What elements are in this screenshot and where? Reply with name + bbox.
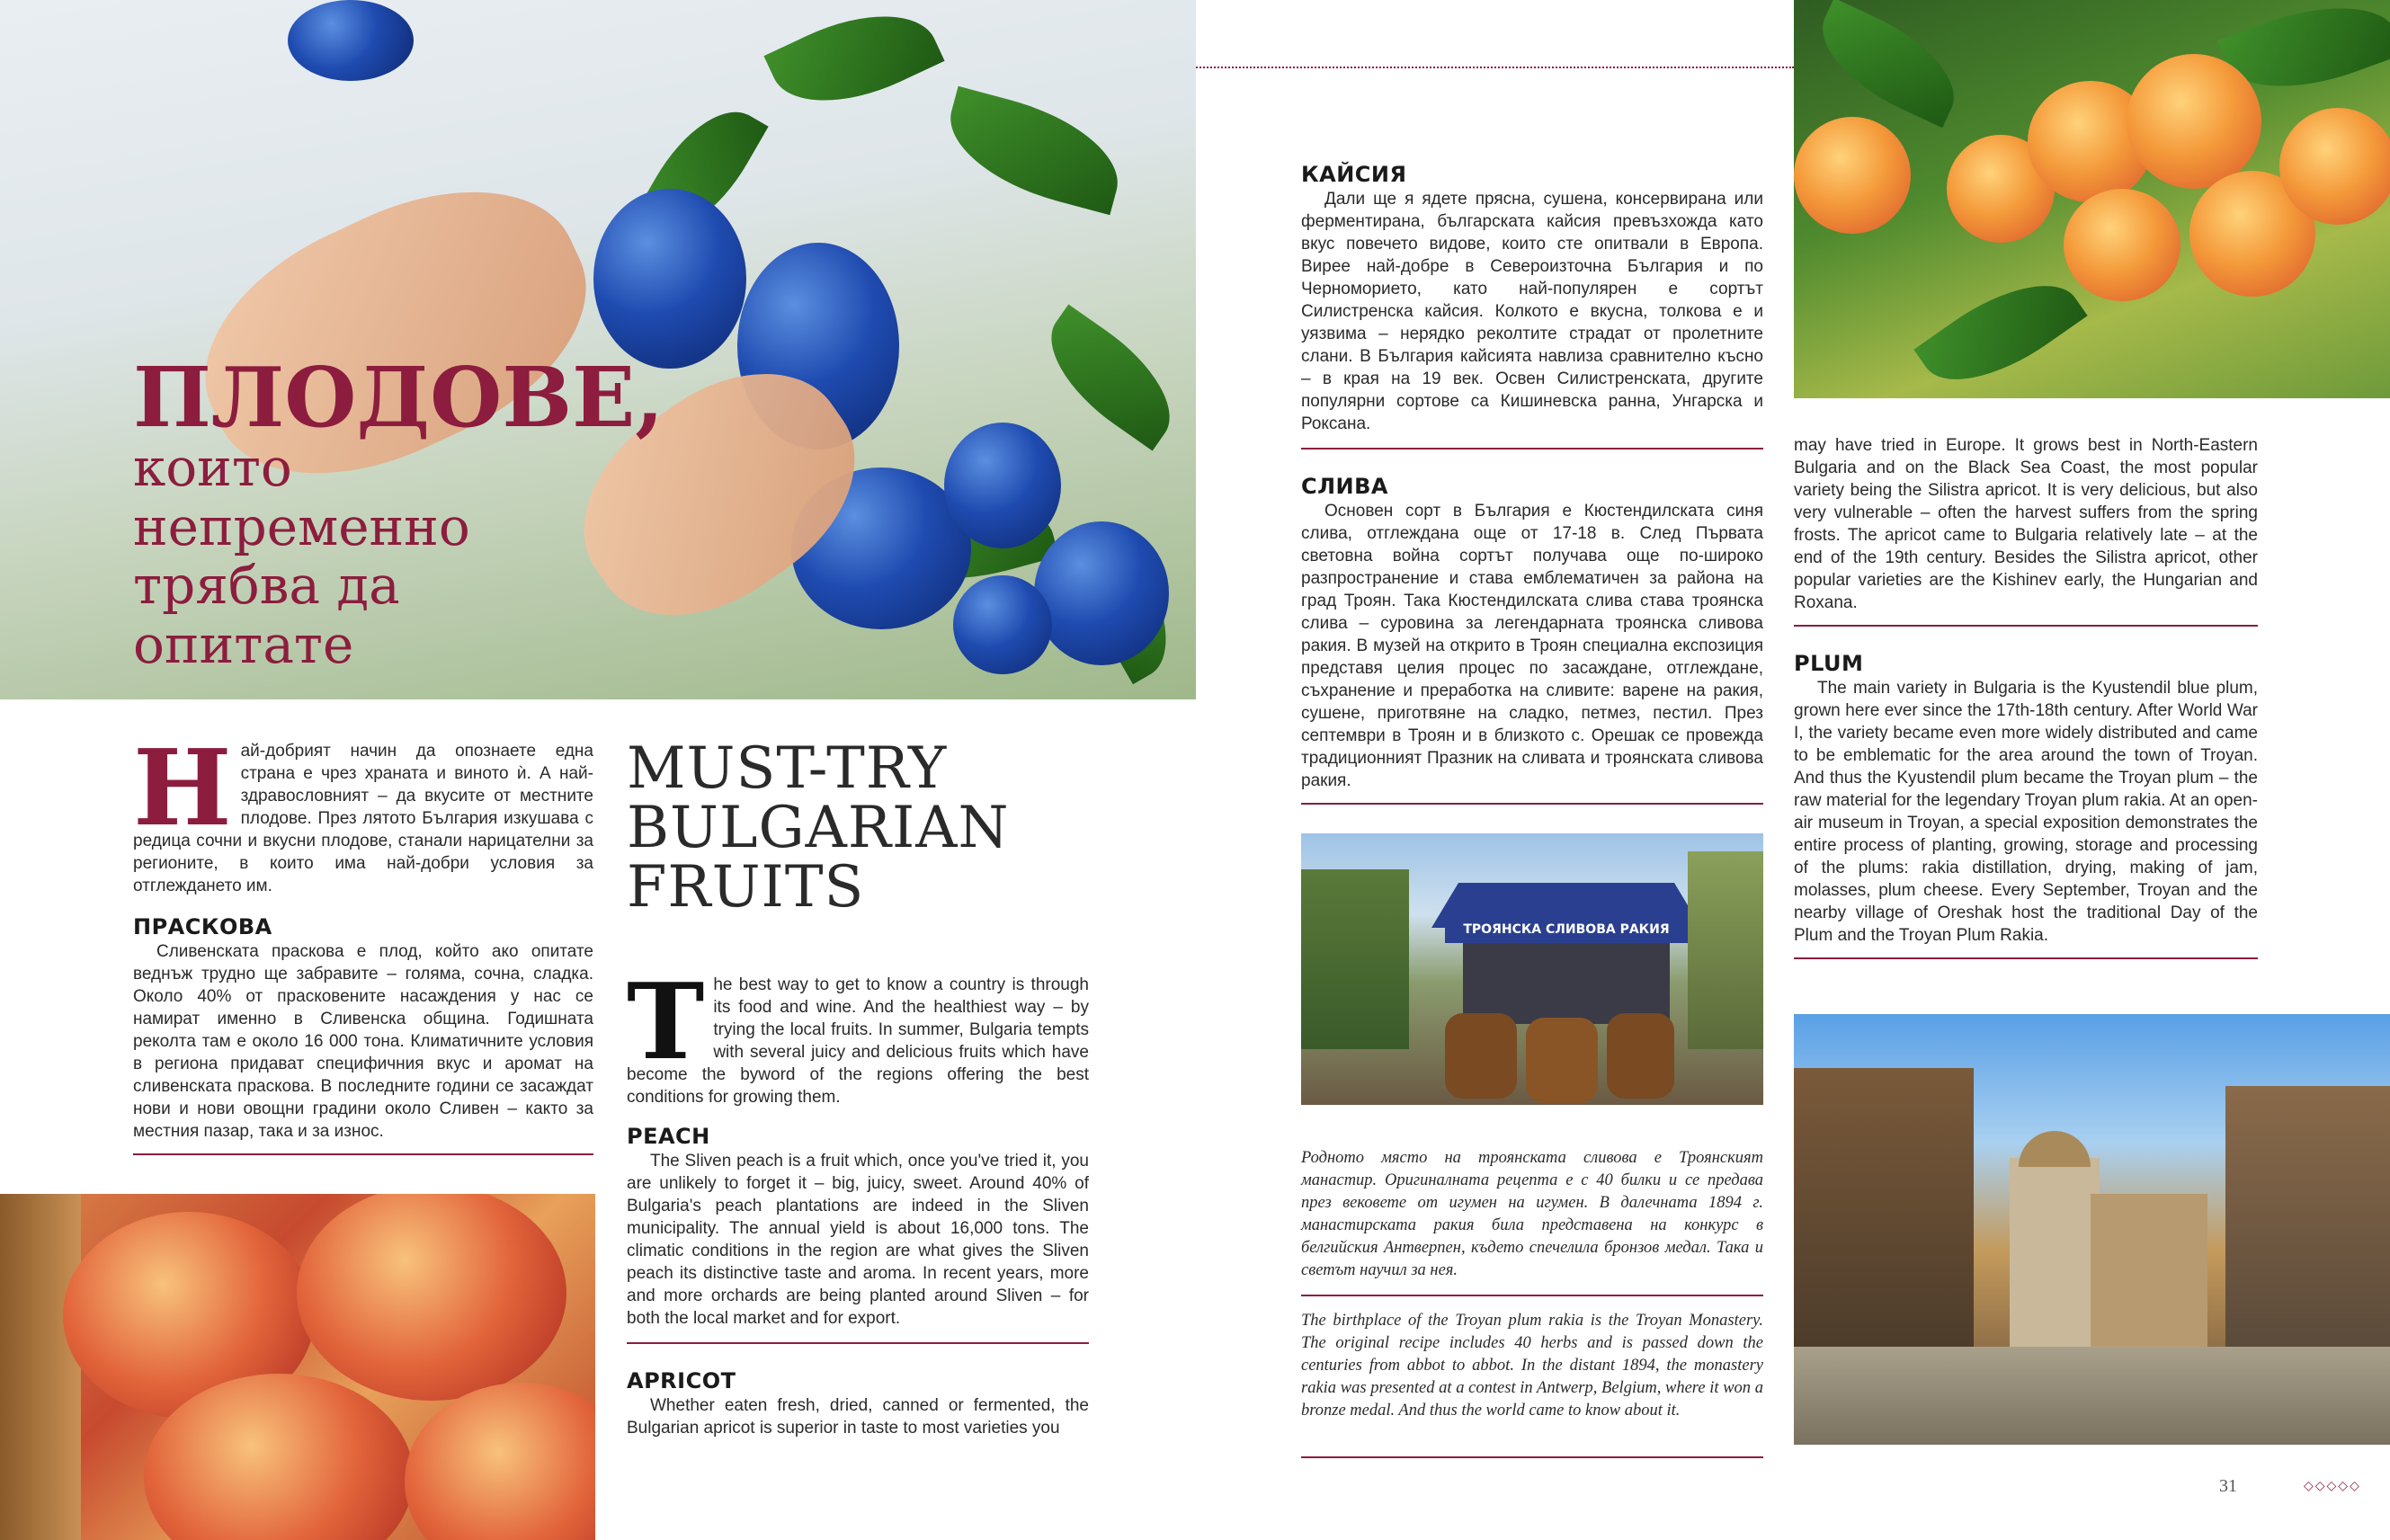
footer-ornament: ◇◇◇◇◇ [2304, 1479, 2361, 1493]
title-main: ПЛОДОВЕ, [133, 349, 664, 446]
en-plum-heading: PLUM [1794, 651, 1864, 676]
en-peach-heading: PEACH [627, 1124, 710, 1149]
bg-plum-heading: СЛИВА [1301, 474, 1388, 499]
en-intro-text: he best way to get to know a country is through its food and wine. And the healthiest way – by trying the local fruits. In summer, Bulgaria tempts with several juicy and delicious fruits which have become the byword of the regions offering the best conditions for growing them. [627, 975, 1089, 1107]
en-title: MUST-TRY BULGARIAN FRUITS [627, 735, 1010, 921]
bg-peach-heading: ПРАСКОВА [133, 914, 272, 939]
caption-en: The birthplace of the Troyan plum rakia is the Troyan Monastery. The original recipe includes 40 herbs and is passed down the centuries from abbot to abbot. In the distant 1894, the monastery rakia was presented at a contest in Antwerp, Belgium, where it won a bronze medal. And thus the world came to know about it. [1301, 1312, 1763, 1420]
rule [1301, 1456, 1763, 1458]
plum-fair-photo [1301, 833, 1763, 1105]
stall-sign: ТРОЯНСКА СЛИВОВА РАКИЯ [1445, 916, 1688, 943]
rule [1301, 1295, 1763, 1296]
bg-dropcap: Н [133, 727, 232, 850]
caption-bg: Родното място на троянската сливова е Троянският манастир. Оригиналната рецепта е с 40 билки и се предава през вековете от игумен на игумен. В далечната 1894 г. манастирската ракия била представена на конкурс в белгийския Антверпен, където спечелила бронзов медал. Така и светът научил за нея. [1301, 1149, 1763, 1279]
en-apricot-text-part1: Whether eaten fresh, dried, canned or fermented, the Bulgarian apricot is superior in taste to most varieties you [627, 1396, 1089, 1438]
bg-peach-text: Сливенската праскова е плод, който ако опитате веднъж трудно ще забравите – голяма, сочна, сладка. Около 40% от прасковените насаждения у нас се намират именно в Сливенска община. Годишната реколта там е около 16 000 тона. Климатичните условия в региона придават специфичния вкус и аромат на сливенската праскова. В последните години се засаждат нови и нови овощни градини около Сливен – както за местния пазар, така и за износ. [133, 942, 593, 1141]
peach-photo [0, 1194, 595, 1540]
bg-plum-text: Основен сорт в България е Кюстендилската синя слива, отглеждана още от 17-18 в. След Първата световна война сортът получава още по-широко разпространение и става емблематичен за района на град Троян. Така Кюстендилската слива става троянска слива – суровина за легендарната троянска сливова ракия. В музей на открито в Троян специална експозиция представя целия процес по засаждане, отглеждане, съхранение и преработка на сливите: варене на ракия, сушене, приготвяне на сладко, петмез, пестил. През септември в Троян и в близкото с. Орешак се провежда традиционният Празник на сливата и троянската сливова ракия. [1301, 502, 1763, 790]
rule [1794, 625, 2258, 627]
rule [1301, 448, 1763, 450]
en-dropcap: T [627, 961, 705, 1083]
troyan-monastery-photo [1794, 1014, 2390, 1445]
bg-apricot-text: Дали ще я ядете прясна, сушена, консервирана или ферментирана, българската кайсия превъзхожда като вкус повечето видове, които сте опитвали в Европа. Вирее най-добре в Североизточна България и по Черноморието, като най-популярен е сортът Силистренска кайсия. Колкото е вкусна, толкова е и уязвима – нерядко реколтите страдат от пролетните слани. В България кайсията навлиза сравнително късно – в края на 19 век. Освен Силистренската, другите популярни сортове са Кишиневска ранна, Унгарска и Роксана. [1301, 190, 1763, 433]
en-peach-text: The Sliven peach is a fruit which, once you've tried it, you are unlikely to forget it – big, juicy, sweet. Around 40% of Bulgaria's peach plantations are indeed in the Sliven municipality. The annual yield is about 16,000 tons. The climatic conditions in the region are what gives the Sliven peach its distinctive taste and aroma. In recent years, more and more orchards are being planted around Sliven – for both the local market and for export. [627, 1152, 1089, 1328]
rule [627, 1342, 1089, 1344]
rule [1301, 803, 1763, 805]
bg-intro-text: ай-добрият начин да опознаете една страна е чрез храната и виното ѝ. А най-здравословният – да вкусите от местните плодове. През лятото България изкушава с редица сочни и вкусни плодове, станали нарицателни за регионите, в които има най-добри условия за отглеждането им. [133, 742, 593, 895]
en-column-mid [627, 961, 1089, 1439]
en-apricot-text-part2: may have tried in Europe. It grows best in North-Eastern Bulgaria and on the Black Sea Coast, the most popular variety being the Silistra apricot. It is very delicious, but also very vulnerable – often the harvest suffers from the spring frosts. The apricot came to Bulgaria relatively late – at the end of the 19th century. Besides the Silistra apricot, other popular varieties are the Kishinev early, the Hungarian and Roxana. [1794, 436, 2258, 612]
rule [133, 1153, 593, 1155]
bg-apricot-heading: КАЙСИЯ [1301, 162, 1407, 187]
bg-column-left [133, 727, 593, 1155]
en-plum-text: The main variety in Bulgaria is the Kyustendil blue plum, grown here ever since the 17th-18th century. After World War I, the variety became even more widely distributed and came to be emblematic for the area around the town of Troyan. And thus the Kyustendil plum became the Troyan plum – the raw material for the legendary Troyan plum rakia. At an open-air museum in Troyan, a special exposition demonstrates the entire process of planting, growing, storage and processing of the plums: rakia distillation, drying, making of jam, molasses, plum cheese. Every September, Troyan and the nearby village of Oreshak host the traditional Day of the Plum and the Troyan Plum Rakia. [1794, 679, 2258, 945]
page-number: 31 [2219, 1476, 2237, 1496]
bg-column-right [1301, 159, 1763, 805]
en-column-right [1794, 434, 2258, 959]
rule [1794, 957, 2258, 959]
apricot-photo [1794, 0, 2390, 398]
title-subtitle: които непременно трябва да опитате [133, 437, 470, 675]
en-apricot-heading: APRICOT [627, 1368, 736, 1393]
